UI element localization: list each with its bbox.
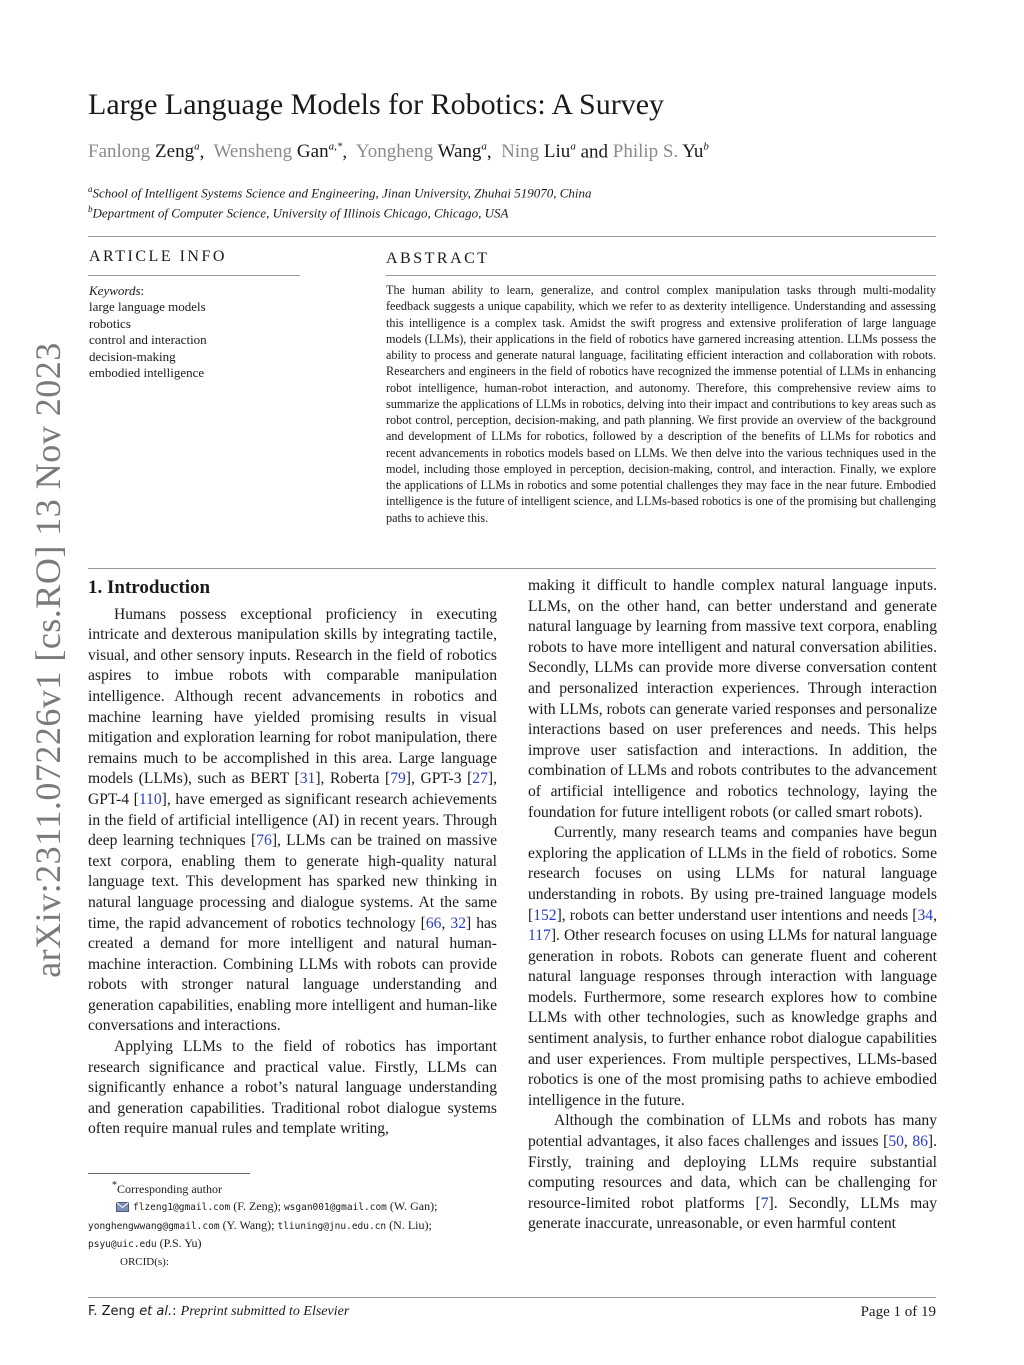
author-list: Fanlong Zeng$^a$, Wensheng Gan$^{a,*}$, Yongheng Wang$^a$, Ning Liu$^a$ and Philip S. Yu$^b$ bbox=[88, 141, 709, 163]
keyword: robotics bbox=[89, 315, 131, 331]
footnote-divider bbox=[88, 1173, 250, 1174]
author: Fanlong Zeng$^a$ bbox=[88, 141, 200, 163]
paragraph: Applying LLMs to the field of robotics has important research significance and practical value. Firstly, LLMs can significantly enhance a robot’s natural language understanding and generation capabilities. Traditional robot dialogue systems often require manual rules and template writing, bbox=[88, 1038, 497, 1138]
keyword: large language models bbox=[89, 299, 206, 315]
citation-link[interactable]: 7 bbox=[760, 1194, 769, 1212]
abstract-end-divider bbox=[88, 568, 936, 569]
author: Philip S. Yu$^b$ bbox=[612, 141, 709, 163]
keywords-block: Keywords: large language models robotics control and interaction decision-making embodied intelligence bbox=[89, 283, 207, 381]
footer-divider bbox=[88, 1297, 936, 1298]
column-left bbox=[88, 578, 497, 1140]
citation-link[interactable]: 76 bbox=[256, 832, 272, 850]
citation-link[interactable]: 117 bbox=[528, 927, 551, 945]
citation-link[interactable]: 34 bbox=[917, 906, 934, 924]
abstract-text: The human ability to learn, generalize, and control complex manipulation tasks through multi-modality feedback suggests a unique capability, which we refer to as dexterity intelligence. Understanding and assessing this intelligence is a complex task. Amidst the swift progress and extensive proliferation of large language models (LLMs), their applications in the field of robotics have garnered increasing attention. LLMs possess the ability to process and generate natural language, facilitating efficient interaction and collaboration with robots. Researchers and engineers in the field of robotics have recognized the immense potential of LLMs in enhancing robot intelligence, human-robot interaction, and autonomy. Therefore, this comprehensive review aims to summarize the applications of LLMs in robotics, delving into their impact and contributions to key areas such as robot control, perception, decision-making, and path planning. We first provide an overview of the background and development of LLMs for robotics, followed by a description of the benefits of LLMs for robotics and recent advancements in robotics models based on LLMs. We then delve into the various techniques used in the model, including those employed in perception, decision-making, control, and interaction. Finally, we explore the applications of LLMs in robotics and some potential challenges they may face in the near future. Embodied intelligence is the future of intelligent science, and LLMs-based robotics is one of the promising but challenging paths to achieve this. bbox=[386, 283, 936, 525]
keywords-label: Keywords bbox=[89, 283, 141, 298]
citation-link[interactable]: 50 bbox=[888, 1133, 904, 1151]
author: Ning Liu$^a$ bbox=[501, 141, 576, 163]
abstract-divider bbox=[386, 275, 936, 276]
email-link[interactable]: tliuning@jnu.edu.cn bbox=[277, 1220, 387, 1232]
email-link[interactable]: wsgan001@gmail.com bbox=[283, 1201, 387, 1213]
author: Wensheng Gan$^{a,*}$ bbox=[213, 141, 343, 163]
email-line: psyu@uic.edu (P.S. Yu) bbox=[88, 1236, 202, 1251]
citation-link[interactable]: 79 bbox=[390, 770, 406, 788]
email-line: yonghengwwang@gmail.com (Y. Wang); tliuning@jnu.edu.cn (N. Liu); bbox=[88, 1217, 432, 1232]
column-right bbox=[528, 576, 937, 1235]
article-info-divider bbox=[88, 275, 300, 276]
author-and: and bbox=[580, 141, 608, 163]
envelope-icon bbox=[116, 1200, 129, 1217]
email-link[interactable]: flzeng1@gmail.com bbox=[133, 1201, 231, 1213]
header-divider bbox=[88, 236, 936, 237]
paragraph: Currently, many research teams and companies have begun exploring the application of LLMs in the field of robotics. Some research focuses on using LLMs for natural language understanding in robots. By using pre-trained language models [152], robots can better understand user intentions and needs [34, 117]. Other research focuses on using LLMs for natural language generation in robots. Robots can generate fluent and coherent natural language responses through interaction with language models. Furthermore, some research explores how to combine LLMs with other technologies, such as knowledge graphs and sentiment analysis, to further enhance robot dialogue capabilities and user experiences. From multiple perspectives, LLMs-based robotics is one of the most promising paths to achieve embodied intelligence in the future. bbox=[528, 824, 937, 1109]
email-link[interactable]: psyu@uic.edu bbox=[88, 1239, 157, 1251]
keyword: embodied intelligence bbox=[89, 365, 205, 381]
citation-link[interactable]: 110 bbox=[138, 790, 162, 808]
running-footer: F. Zeng et al.: Preprint submitted to Elsevier bbox=[88, 1304, 350, 1319]
paragraph-continued: making it difficult to handle complex natural language inputs. LLMs, on the other hand, can better understand and generate natural language by learning from massive text corpora, enabling robots to have more intelligent and natural conversation abilities. Secondly, LLMs can provide more diverse conversation content and personalized interaction experiences. Through interaction with LLMs, robots can generate varied responses and personalize interactions based on user preferences and needs. This helps improve user satisfaction and interactions. In addition, the combination of LLMs and robots contributes to the advancement of artificial intelligence and robotics technology, laying the foundation for future intelligent robots (or called smart robots). bbox=[528, 577, 937, 821]
footnotes bbox=[88, 1178, 497, 1271]
author: Yongheng Wang$^a$ bbox=[355, 141, 487, 163]
page-number: Page 1 of 19 bbox=[860, 1304, 936, 1320]
article-info-heading: ARTICLE INFO bbox=[89, 248, 227, 265]
email-line: flzeng1@gmail.com (F. Zeng); wsgan001@gmail.com (W. Gan); bbox=[88, 1198, 497, 1217]
citation-link[interactable]: 32 bbox=[450, 914, 466, 932]
paragraph: Humans possess exceptional proficiency in executing intricate and dexterous manipulation skills by integrating tactile, visual, and other sensory inputs. Research in the field of robotics aspires to imbue robots with comparable manipulation intelligence. Although recent advancements in robotics and machine learning have yielded promising results in visual mitigation and exploration learning for robot manipulation, there remains much to be accomplished in this area. Large language models (LLMs), such as BERT [31], Roberta [79], GPT-3 [27], GPT-4 [110], have emerged as significant research achievements in the field of artificial intelligence (AI) in recent years. Through deep learning techniques [76], LLMs can be trained on massive text corpora, enabling them to generate high-quality natural language text. This development has sparked new thinking in natural language processing and dialogue systems. At the same time, the rapid advancement of robotics technology [66, 32] has created a demand for more intelligent and natural human-machine interaction. Combining LLMs with robots can provide robots with stronger natural language understanding and generation capabilities, enabling more intelligent and human-like conversations and interactions. bbox=[88, 605, 497, 1035]
affiliation: $^b$Department of Computer Science, University of Illinois Chicago, Chicago, USA bbox=[88, 204, 509, 221]
arxiv-identifier: arXiv:2311.07226v1 [cs.RO] 13 Nov 2023 bbox=[28, 342, 68, 978]
corresponding-author-note: *Corresponding author bbox=[112, 1180, 222, 1196]
email-link[interactable]: yonghengwwang@gmail.com bbox=[88, 1220, 220, 1232]
orcid-line: ORCID(s): bbox=[120, 1256, 169, 1269]
paper-title: Large Language Models for Robotics: A Survey bbox=[88, 88, 665, 121]
keyword: control and interaction bbox=[89, 332, 207, 348]
abstract-heading: ABSTRACT bbox=[386, 250, 490, 267]
citation-link[interactable]: 66 bbox=[425, 914, 442, 932]
citation-link[interactable]: 31 bbox=[299, 770, 316, 788]
affiliation: $^a$School of Intelligent Systems Science and Engineering, Jinan University, Zhuhai 519070, China bbox=[88, 184, 592, 201]
citation-link[interactable]: 152 bbox=[533, 906, 557, 924]
section-heading-introduction: 1. Introduction bbox=[88, 577, 211, 598]
keyword: decision-making bbox=[89, 348, 176, 364]
citation-link[interactable]: 86 bbox=[912, 1133, 928, 1151]
paragraph: Although the combination of LLMs and robots has many potential advantages, it also faces challenges and issues [50, 86]. Firstly, training and deploying LLMs require substantial computing resources and data, which can be challenging for resource-limited robot platforms [7]. Secondly, LLMs may generate inaccurate, unreasonable, or even harmful content bbox=[528, 1112, 937, 1233]
citation-link[interactable]: 27 bbox=[472, 770, 488, 788]
